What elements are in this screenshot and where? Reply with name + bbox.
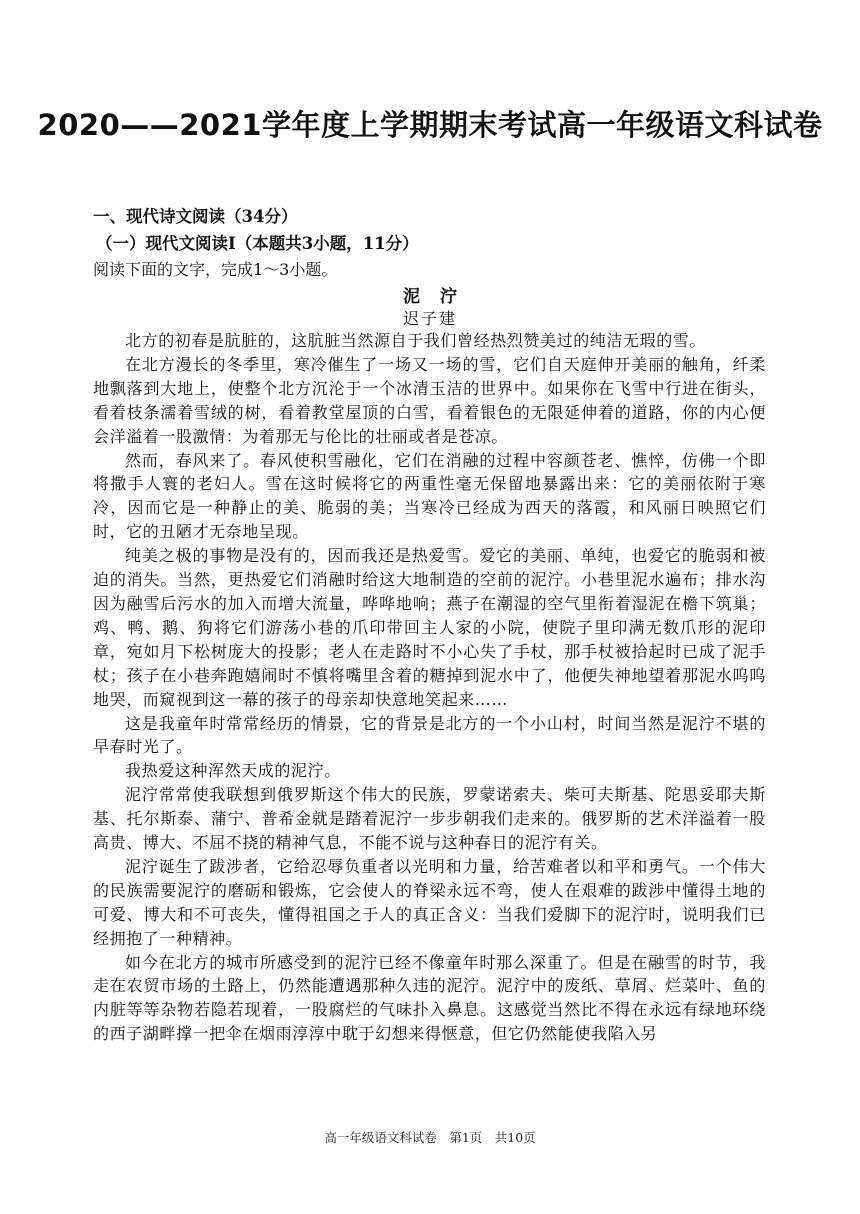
passage-body [93,329,766,1046]
subsection-heading: （一）现代文阅读Ⅰ（本题共3小题，11分） [96,234,419,253]
section-heading-modern-reading: 一、现代诗文阅读（34分） [93,207,298,226]
passage-author: 迟子建 [402,309,457,328]
passage-title: 泥泞 [403,287,477,307]
page-footer: 高一年级语文科试卷 第1页 共10页 [324,1130,536,1145]
instruction-text: 阅读下面的文字，完成1～3小题。 [93,260,338,279]
paragraph: 泥泞诞生了跋涉者，它给忍辱负重者以光明和力量，给苦难者以和平和勇气。一个伟大的民族需要泥泞的磨砺和锻炼，它会使人的脊梁永远不弯，使人在艰难的跋涉中懂得土地的可爱、博大和不可丧失，懂得祖国之于人的真正含义：当我们爱脚下的泥泞时，说明我们已经拥抱了一种精神。 [93,856,766,948]
paragraph: 泥泞常常使我联想到俄罗斯这个伟大的民族，罗蒙诺索夫、柴可夫斯基、陀思妥耶夫斯基、托尔斯泰、蒲宁、普希金就是踏着泥泞一步步朝我们走来的。俄罗斯的艺术洋溢着一股高贵、博大、不屈不挠的精神气息，不能不说与这种春日的泥泞有关。 [93,785,766,853]
paragraph: 这是我童年时常常经历的情景，它的背景是北方的一个小山村，时间当然是泥泞不堪的早春时光了。 [93,713,766,757]
paragraph: 在北方漫长的冬季里，寒冷催生了一场又一场的雪，它们自天庭伸开美丽的触角，纤柔地飘落到大地上，使整个北方沉沦于一个冰清玉洁的世界中。如果你在飞雪中行进在街头，看着枝条濡着雪绒的树，看着教堂屋顶的白雪，看着银色的无限延伸着的道路，你的内心便会洋溢着一股激情：为着那无与伦比的壮丽或者是苍凉。 [93,354,766,446]
paragraph: 如今在北方的城市所感受到的泥泞已经不像童年时那么深重了。但是在融雪的时节，我走在农贸市场的土路上，仍然能遭遇那种久违的泥泞。泥泞中的废纸、草屑、烂菜叶、鱼的内脏等等杂物若隐若现着，一股腐烂的气味扑入鼻息。这感觉当然比不得在永远有绿地环绕的西子湖畔撑一把伞在烟雨淳淳中耽于幻想来得惬意，但它仍然能使我陷入另 [93,952,766,1044]
exam-title: 2020——2021学年度上学期期末考试高一年级语文科试卷 [37,108,823,142]
paragraph: 我热爱这种浑然天成的泥泞。 [125,761,341,781]
paragraph: 纯美之极的事物是没有的，因而我还是热爱雪。爱它的美丽、单纯，也爱它的脆弱和被迫的消失。当然，更热爱它们消融时给这大地制造的空前的泥泞。小巷里泥水遍布；排水沟因为融雪后污水的加入而增大流量，哗哗地响；燕子在潮湿的空气里衔着湿泥在檐下筑巢；鸡、鸭、鹅、狗将它们游荡小巷的爪印带回主人家的小院，使院子里印满无数爪形的泥印章，宛如月下松树庞大的投影；老人在走路时不小心失了手杖，那手杖被拾起时已成了泥手杖；孩子在小巷奔跑嬉闹时不慎将嘴里含着的糖掉到泥水中了，他便失神地望着那泥水呜呜地哭，而窥视到这一幕的孩子的母亲却快意地笑起来…… [93,546,766,709]
paragraph: 然而，春风来了。春风使积雪融化，它们在消融的过程中容颜苍老、憔悴，仿佛一个即将撒手人寰的老妇人。雪在这时候将它的两重性毫无保留地暴露出来：它的美丽依附于寒冷，因而它是一种静止的美、脆弱的美；当寒冷已经成为西天的落霞，和风丽日映照它们时，它的丑陋才无奈地呈现。 [93,450,766,542]
paragraph: 北方的初春是肮脏的，这肮脏当然源自于我们曾经热烈赞美过的纯洁无瑕的雪。 [125,331,707,350]
